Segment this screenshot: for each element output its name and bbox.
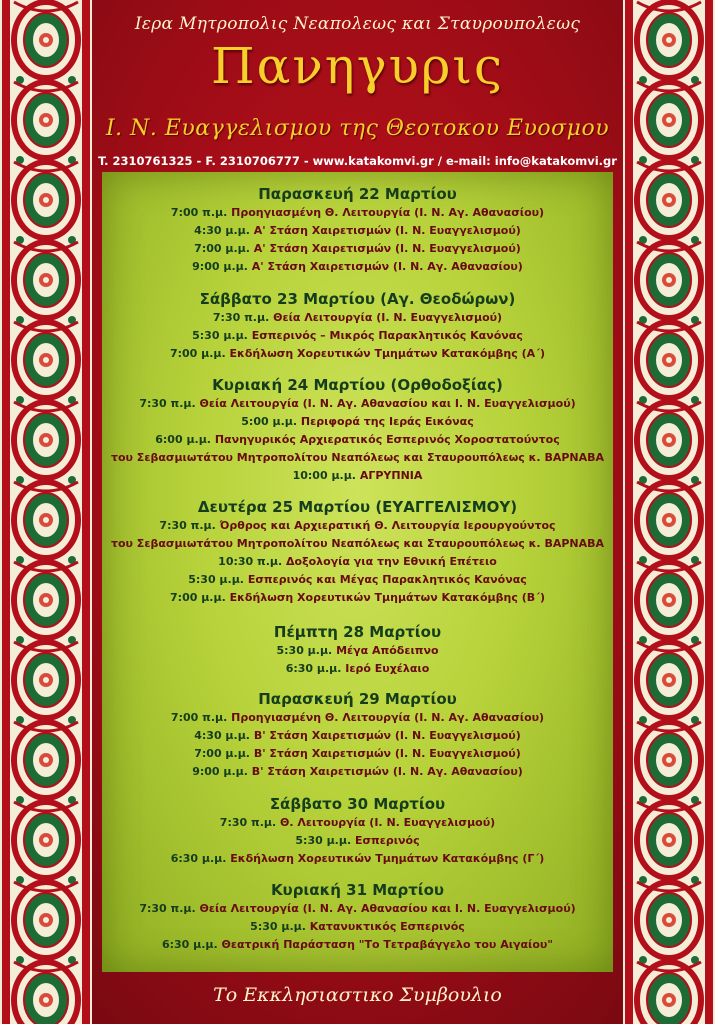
day-block <box>102 184 613 276</box>
event-text: Μέγα Απόδειπνο <box>336 644 439 657</box>
day-title: Δευτέρα 25 Μαρτίου (ΕΥΑΓΓΕΛΙΣΜΟΥ) <box>197 498 518 516</box>
poster-title: Πανηγυρις <box>211 37 504 95</box>
event-text: Θεατρική Παράσταση "Το Τετραβάγγελο του Αιγαίου" <box>221 938 554 951</box>
event-text: Θ. Λειτουργία (Ι. Ν. Ευαγγελισμού) <box>279 816 496 829</box>
day-title: Παρασκευή 22 Μαρτίου <box>258 185 457 203</box>
day-title: Κυριακή 31 Μαρτίου <box>270 881 445 899</box>
ornament-pattern-icon <box>0 0 92 1024</box>
event-text: Α' Στάση Χαιρετισμών (Ι. Ν. Ευαγγελισμού) <box>253 224 521 237</box>
event-time: 7:00 π.μ. <box>170 206 232 219</box>
event-row <box>102 431 613 449</box>
event-row <box>102 642 613 660</box>
event-row <box>102 763 613 781</box>
event-text: Α' Στάση Χαιρετισμών (Ι. Ν. Αγ. Αθανασίου) <box>251 260 523 273</box>
day-block <box>102 622 613 678</box>
day-title: Κυριακή 24 Μαρτίου (Ορθοδοξίας) <box>212 376 503 394</box>
event-time: 7:30 π.μ. <box>139 397 200 410</box>
event-time: 7:00 μ.μ. <box>194 747 254 760</box>
event-time: 6:00 μ.μ. <box>155 433 215 446</box>
day-title: Σάββατο 30 Μαρτίου <box>269 795 446 813</box>
day-title: Παρασκευή 29 Μαρτίου <box>258 690 457 708</box>
day-block <box>102 880 613 954</box>
event-row <box>102 413 613 431</box>
event-row <box>102 395 613 413</box>
event-row <box>102 327 613 345</box>
event-time: 10:30 π.μ. <box>218 555 286 568</box>
event-time: 4:30 μ.μ. <box>194 729 254 742</box>
day-block <box>102 497 613 607</box>
event-row <box>102 345 613 363</box>
event-text: ΑΓΡΥΠΝΙΑ <box>359 469 423 482</box>
event-time: 6:30 μ.μ. <box>285 662 346 675</box>
day-title: Σάββατο 23 Μαρτίου (Αγ. Θεοδώρων) <box>199 290 516 308</box>
event-time: 6:30 μ.μ. <box>161 938 222 951</box>
event-time: 6:30 μ.μ. <box>170 852 231 865</box>
event-time: 10:00 μ.μ. <box>292 469 360 482</box>
event-time: 7:30 π.μ. <box>139 902 200 915</box>
event-time: 7:30 π.μ. <box>219 816 280 829</box>
event-text: Ιερό Ευχέλαιο <box>345 662 430 675</box>
event-text: Πανηγυρικός Αρχιερατικός Εσπερινός Χοροστατούντος <box>214 433 560 446</box>
ornament-pattern-icon <box>623 0 715 1024</box>
event-row <box>102 204 613 222</box>
event-row <box>102 850 613 868</box>
event-time: 5:30 μ.μ. <box>250 920 310 933</box>
event-row <box>102 467 613 485</box>
day-block <box>102 375 613 485</box>
event-text: Εσπερινός <box>354 834 420 847</box>
schedule-panel <box>102 172 613 972</box>
event-text: Κατανυκτικός Εσπερινός <box>309 920 465 933</box>
event-row <box>102 553 613 571</box>
contact-info: T. 2310761325 - F. 2310706777 - www.katakomvi.gr / e-mail: info@katakomvi.gr <box>98 154 617 168</box>
day-block <box>102 289 613 363</box>
footer-signature: Το Εκκλησιαστικο Συμβουλιο <box>213 984 502 1006</box>
event-row <box>102 900 613 918</box>
event-text: Α' Στάση Χαιρετισμών (Ι. Ν. Ευαγγελισμού) <box>253 242 521 255</box>
event-row <box>102 832 613 850</box>
event-time: 4:30 μ.μ. <box>194 224 254 237</box>
event-time: 9:00 μ.μ. <box>192 260 252 273</box>
event-row <box>102 449 613 467</box>
event-text: Εκδήλωση Χορευτικών Τμημάτων Κατακόμβης (Γ΄) <box>230 852 545 865</box>
event-row <box>102 745 613 763</box>
day-block <box>102 689 613 781</box>
church-name: Ι. Ν. Ευαγγελισμου της Θεοτοκου Ευοσμου <box>105 116 610 141</box>
event-text: Προηγιασμένη Θ. Λειτουργία (Ι. Ν. Αγ. Αθανασίου) <box>231 711 545 724</box>
event-row <box>102 535 613 553</box>
event-row <box>102 309 613 327</box>
event-text: Όρθρος και Αρχιερατική Θ. Λειτουργία Ιερουργούντος <box>219 519 556 532</box>
event-time: 5:30 μ.μ. <box>188 573 248 586</box>
event-row <box>102 727 613 745</box>
event-text: Δοξολογία για την Εθνική Επέτειο <box>286 555 497 568</box>
event-time: 7:00 μ.μ. <box>169 347 230 360</box>
event-text: Περιφορά της Ιεράς Εικόνας <box>300 415 474 428</box>
event-time: 5:30 μ.μ. <box>295 834 355 847</box>
event-text: Β' Στάση Χαιρετισμών (Ι. Ν. Ευαγγελισμού) <box>253 747 521 760</box>
event-row <box>102 814 613 832</box>
event-time: 7:30 π.μ. <box>212 311 274 324</box>
day-block <box>102 794 613 868</box>
event-time: 5:30 μ.μ. <box>276 644 337 657</box>
event-text: του Σεβασμιωτάτου Μητροπολίτου Νεαπόλεως και Σταυρουπόλεως κ. ΒΑΡΝΑΒΑ <box>110 451 605 464</box>
event-time: 7:30 π.μ. <box>159 519 220 532</box>
event-row <box>102 660 613 678</box>
ornament-border-right <box>623 0 715 1024</box>
event-text: Θεία Λειτουργία (Ι. Ν. Αγ. Αθανασίου και Ι. Ν. Ευαγγελισμού) <box>199 397 576 410</box>
event-row <box>102 258 613 276</box>
event-row <box>102 571 613 589</box>
event-text: του Σεβασμιωτάτου Μητροπολίτου Νεαπόλεως και Σταυρουπόλεως κ. ΒΑΡΝΑΒΑ <box>110 537 605 550</box>
event-row <box>102 936 613 954</box>
event-row <box>102 918 613 936</box>
event-row <box>102 709 613 727</box>
event-text: Εσπερινός – Μικρός Παρακλητικός Κανόνας <box>251 329 523 342</box>
event-time: 9:00 μ.μ. <box>192 765 252 778</box>
event-text: Β' Στάση Χαιρετισμών (Ι. Ν. Αγ. Αθανασίου) <box>251 765 523 778</box>
event-time: 7:00 π.μ. <box>170 711 232 724</box>
event-row <box>102 517 613 535</box>
event-text: Εσπερινός και Μέγας Παρακλητικός Κανόνας <box>247 573 527 586</box>
event-row <box>102 240 613 258</box>
day-title: Πέμπτη 28 Μαρτίου <box>273 623 442 641</box>
event-time: 7:00 μ.μ. <box>194 242 254 255</box>
event-text: Θεία Λειτουργία (Ι. Ν. Ευαγγελισμού) <box>273 311 503 324</box>
event-time: 5:30 μ.μ. <box>192 329 252 342</box>
event-text: Β' Στάση Χαιρετισμών (Ι. Ν. Ευαγγελισμού) <box>253 729 521 742</box>
event-time: 5:00 μ.μ. <box>241 415 301 428</box>
event-text: Προηγιασμένη Θ. Λειτουργία (Ι. Ν. Αγ. Αθανασίου) <box>231 206 545 219</box>
event-text: Θεία Λειτουργία (Ι. Ν. Αγ. Αθανασίου και Ι. Ν. Ευαγγελισμού) <box>199 902 576 915</box>
event-time: 7:00 μ.μ. <box>170 591 230 604</box>
metropolis-name: Ιερα Μητροπολις Νεαπολεως και Σταυρουπολεως <box>134 14 581 34</box>
event-text: Εκδήλωση Χορευτικών Τμημάτων Κατακόμβης (Α΄) <box>229 347 546 360</box>
event-text: Εκδήλωση Χορευτικών Τμημάτων Κατακόμβης (Β΄) <box>229 591 545 604</box>
ornament-border-left <box>0 0 92 1024</box>
event-row <box>102 589 613 607</box>
event-row <box>102 222 613 240</box>
